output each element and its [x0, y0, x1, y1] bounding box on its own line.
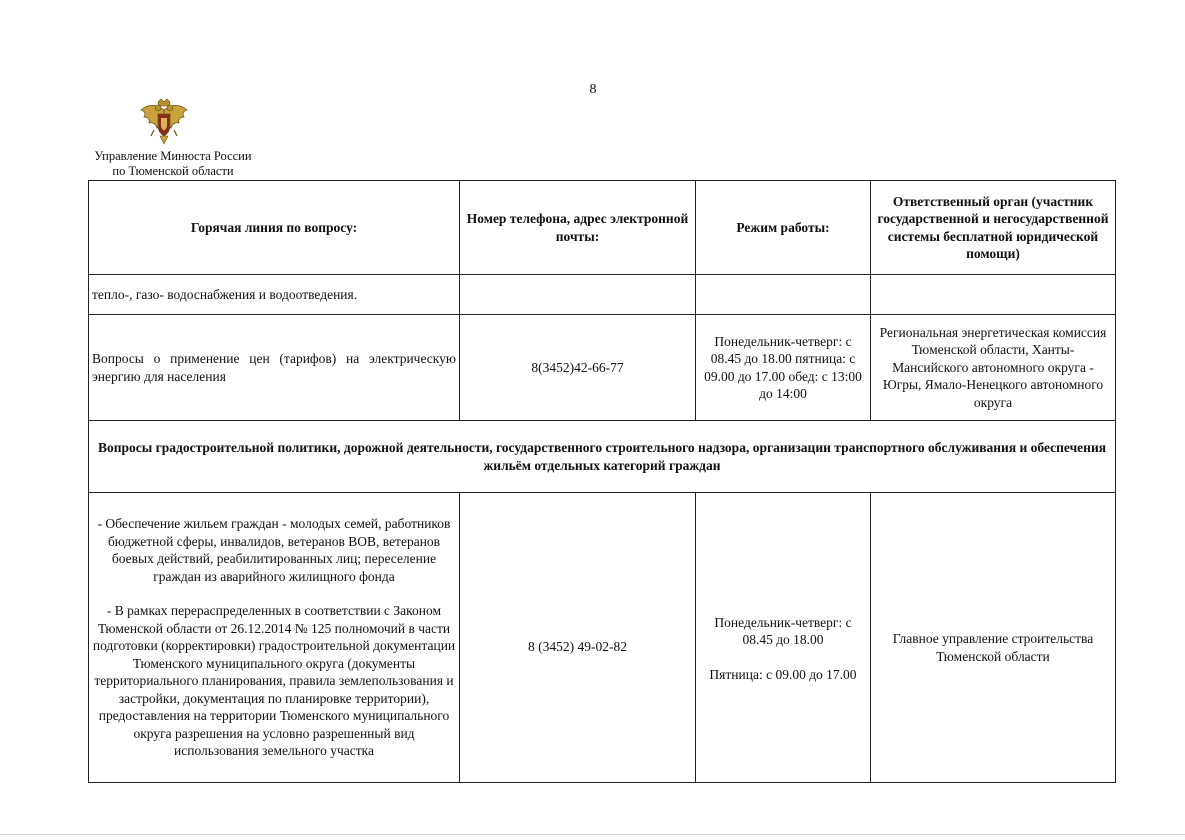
column-header-phone: Номер телефона, адрес электронной почты: — [460, 181, 696, 275]
double-headed-eagle-emblem — [138, 98, 190, 146]
topic-paragraph: - Обеспечение жильем граждан - молодых семей, работников бюджетной сферы, инвалидов, ветеранов ВОВ, ветеранов боевых действий, реабилитированных лиц; переселение граждан из аварийного жилищного фонда — [97, 516, 451, 584]
column-header-topic: Горячая линия по вопросу: — [89, 181, 460, 275]
schedule-line: Понедельник-четверг: с 08.45 до 18.00 — [714, 614, 852, 648]
schedule-cell — [696, 275, 871, 315]
section-title: Вопросы градостроительной политики, дорожной деятельности, государственного строительного надзора, организации транспортного обслуживания и обеспечения жильём отдельных категорий граждан — [89, 421, 1116, 493]
table-row — [89, 275, 1116, 315]
schedule-line: Пятница: с 09.00 до 17.00 — [709, 666, 857, 682]
org-block — [78, 149, 268, 178]
schedule-cell: Понедельник-четверг: с 08.45 до 18.00 пятница: с 09.00 до 17.00 обед: с 13:00 до 14:00 — [696, 315, 871, 421]
authority-cell: Региональная энергетическая комиссия Тюменской области, Ханты-Мансийского автономного округа - Югры, Ямало-Ненецкого автономного округа — [871, 315, 1116, 421]
column-header-schedule: Режим работы: — [696, 181, 871, 275]
page-number: 8 — [589, 82, 597, 97]
topic-paragraph: - В рамках перераспределенных в соответствии с Законом Тюменской области от 26.12.2014 № 125 полномочий в части подготовки (корректировки) градостроительной документации Тюменского муниципального округа (документы территориального планирования, правила землепользования и застройки, документация по планировке территории), предоставления на территории Тюменского муниципального округа разрешения на условно разрешенный вид использования земельного участка — [92, 603, 456, 759]
hotline-table — [88, 180, 1116, 783]
org-name-line1: Управление Минюста России — [94, 149, 252, 163]
phone-cell — [460, 275, 696, 315]
topic-cell: Вопросы о применение цен (тарифов) на электрическую энергию для населения — [89, 315, 460, 421]
topic-cell — [89, 493, 460, 783]
table-row — [89, 315, 1116, 421]
topic-cell: тепло-, газо- водоснабжения и водоотведения. — [89, 275, 460, 315]
page-bottom-edge — [0, 834, 1185, 835]
phone-cell: 8 (3452) 49-02-82 — [460, 493, 696, 783]
column-header-authority: Ответственный орган (участник государственной и негосударственной системы бесплатной юридической помощи) — [871, 181, 1116, 275]
schedule-cell — [696, 493, 871, 783]
org-name-line2: по Тюменской области — [112, 163, 234, 178]
table-row — [89, 493, 1116, 783]
phone-cell: 8(3452)42-66-77 — [460, 315, 696, 421]
authority-cell: Главное управление строительства Тюменской области — [871, 493, 1116, 783]
section-header-row — [89, 421, 1116, 493]
table-header-row — [89, 181, 1116, 275]
authority-cell — [871, 275, 1116, 315]
